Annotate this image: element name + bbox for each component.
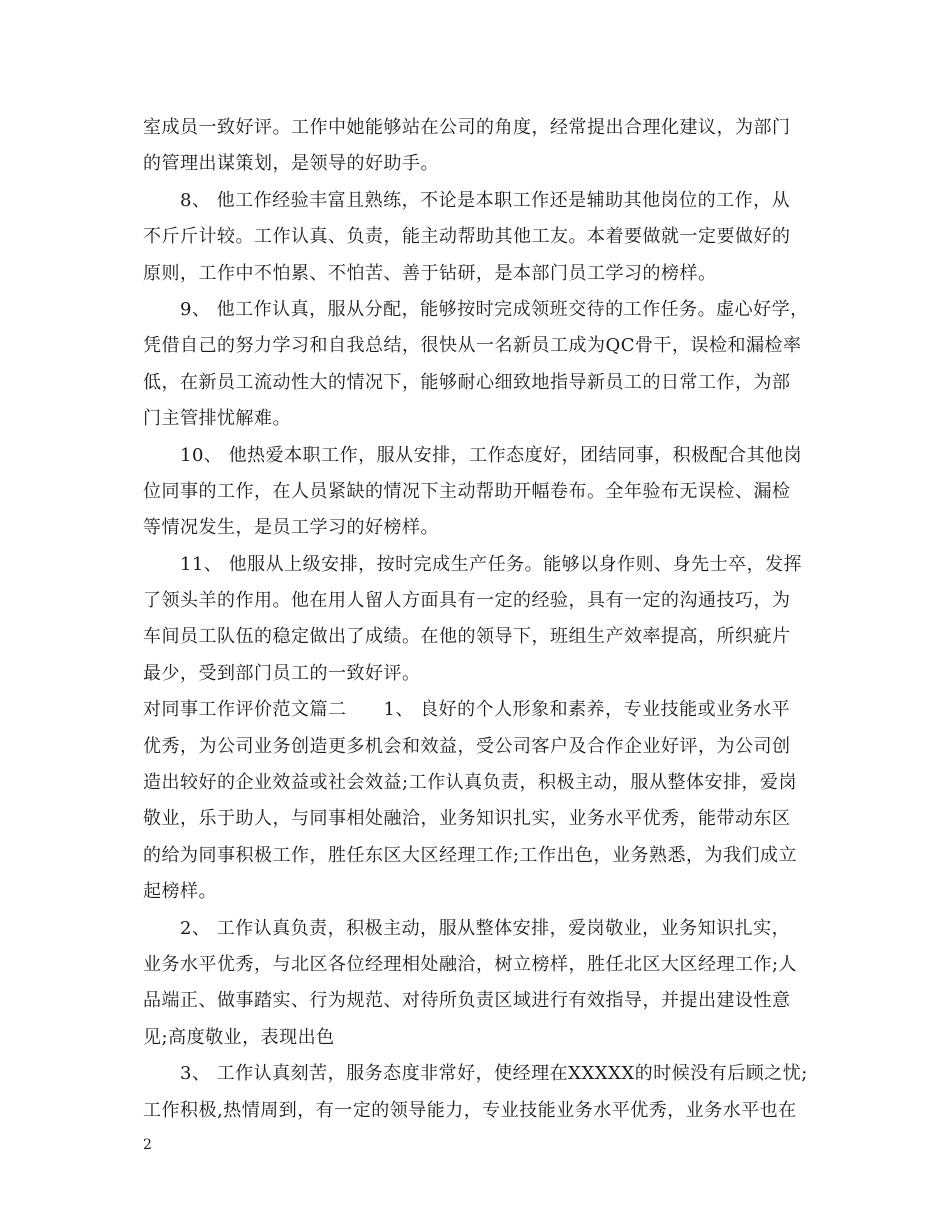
page-number: 2 <box>143 1137 152 1153</box>
text-line: 8、 他工作经验丰富且熟练，不论是本职工作还是辅助其他岗位的工作，从 <box>180 189 791 211</box>
text-line: 见;高度敬业，表现出色 <box>143 1026 335 1048</box>
text-line: 最少，受到部门员工的一致好评。 <box>143 662 421 684</box>
text-line: 不斤斤计较。工作认真、负责，能主动帮助其他工友。本着要做就一定要做好的 <box>143 226 791 248</box>
text-line: 11、 他服从上级安排，按时完成生产任务。能够以身作则、身先士卒，发挥 <box>180 553 803 575</box>
text-line: 等情况发生，是员工学习的好榜样。 <box>143 517 439 539</box>
text-line: 起榜样。 <box>143 881 217 903</box>
text-line: 敬业，乐于助人，与同事相处融洽，业务知识扎实，业务水平优秀，能带动东区 <box>143 808 791 830</box>
text-line: 的管理出谋策划，是领导的好助手。 <box>143 153 439 175</box>
text-line: 10、 他热爱本职工作，服从安排，工作态度好，团结同事，积极配合其他岗 <box>180 444 803 466</box>
text-line: 优秀，为公司业务创造更多机会和效益，受公司客户及合作企业好评，为公司创 <box>143 735 791 757</box>
text-line: 的给为同事积极工作，胜任东区大区经理工作;工作出色，业务熟悉，为我们成立 <box>143 844 798 866</box>
text-line: 2、 工作认真负责，积极主动，服从整体安排，爱岗敬业，业务知识扎实， <box>180 917 791 939</box>
text-line: 9、 他工作认真，服从分配，能够按时完成领班交待的工作任务。虚心好学， <box>180 298 809 320</box>
text-line: 低，在新员工流动性大的情况下，能够耐心细致地指导新员工的日常工作，为部 <box>143 371 791 393</box>
text-line: 了领头羊的作用。他在用人留人方面具有一定的经验，具有一定的沟通技巧，为 <box>143 590 791 612</box>
text-line: 业务水平优秀，与北区各位经理相处融洽，树立榜样，胜任北区大区经理工作;人 <box>143 953 798 975</box>
text-line: 位同事的工作，在人员紧缺的情况下主动帮助开幅卷布。全年验布无误检、漏检 <box>143 480 791 502</box>
text-line: 3、 工作认真刻苦，服务态度非常好，使经理在XXXXX的时候没有后顾之忧; <box>180 1063 808 1085</box>
text-line: 凭借自己的努力学习和自我总结，很快从一名新员工成为QC骨干，误检和漏检率 <box>143 335 802 357</box>
text-line: 品端正、做事踏实、行为规范、对待所负责区域进行有效指导，并提出建设性意 <box>143 990 791 1012</box>
document-body <box>143 110 813 1129</box>
text-line: 室成员一致好评。工作中她能够站在公司的角度，经常提出合理化建议，为部门 <box>143 117 791 138</box>
text-line: 原则，工作中不怕累、不怕苦、善于钻研，是本部门员工学习的榜样。 <box>143 262 717 284</box>
text-line: 车间员工队伍的稳定做出了成绩。在他的领导下，班组生产效率提高，所织疵片 <box>143 626 791 648</box>
text-line: 对同事工作评价范文篇二 1、 良好的个人形象和素养，专业技能或业务水平 <box>143 699 791 721</box>
text-line: 工作积极,热情周到，有一定的领导能力，专业技能业务水平优秀，业务水平也在 <box>143 1099 797 1121</box>
text-line: 造出较好的企业效益或社会效益;工作认真负责，积极主动，服从整体安排，爱岗 <box>143 772 798 794</box>
text-line: 门主管排忧解难。 <box>143 408 291 430</box>
